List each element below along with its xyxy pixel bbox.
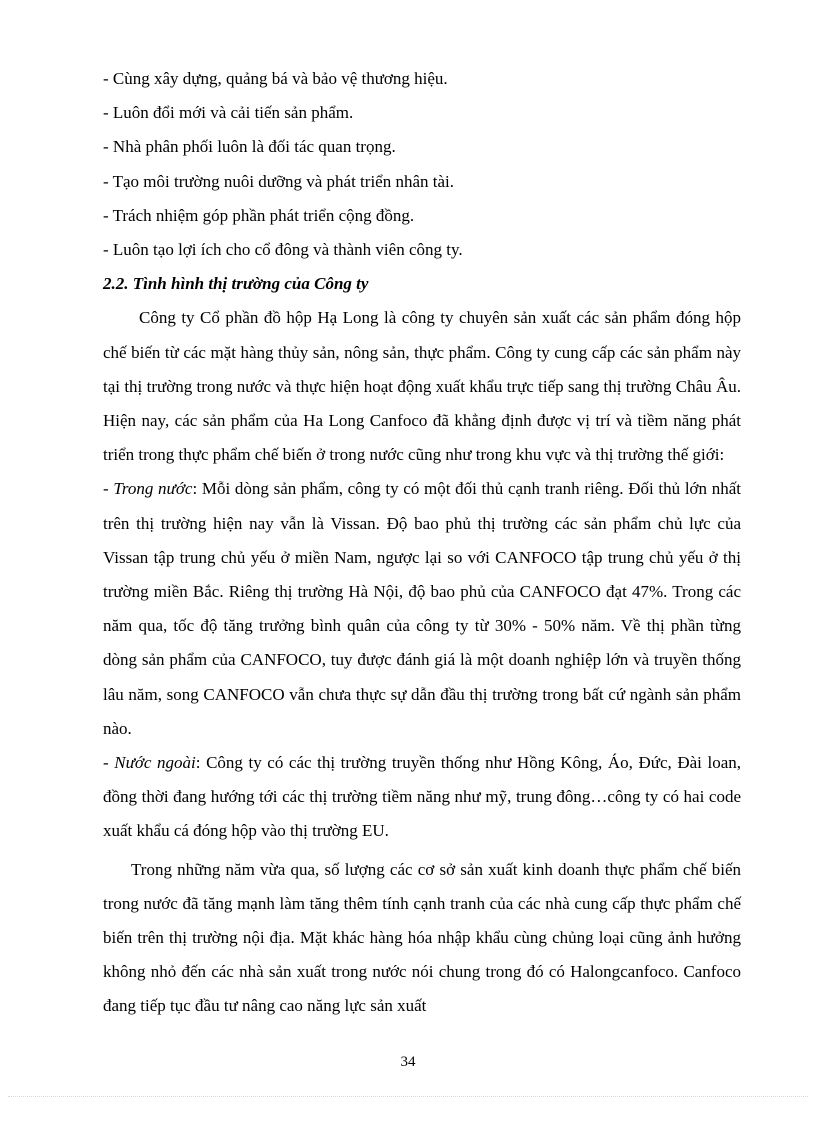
section-heading: 2.2. Tình hình thị trường của Công ty: [103, 274, 369, 294]
domestic-market-paragraph: [103, 472, 741, 746]
foreign-text: : Công ty có các thị trường truyền thống như Hồng Kông, Áo, Đức, Đài loan, đồng thời đang hướng tới các thị trường tiềm năng như mỹ, trung đông…công ty có hai code xuất khẩu cá đóng hộp vào thị trường EU.: [103, 752, 741, 841]
page-content: [103, 62, 741, 1024]
domestic-text: : Mỗi dòng sản phẩm, công ty có một đối thủ cạnh tranh riêng. Đối thủ lớn nhất trên thị trường hiện nay vẫn là Vissan. Độ bao phủ thị trường các sản phẩm chủ lực của Vissan tập trung chủ yếu ở miền Nam, ngược lại so với CANFOCO tập trung chủ yếu ở thị trường miền Bắc. Riêng thị trường Hà Nội, độ bao phủ của CANFOCO đạt 47%. Trong các năm qua, tốc độ tăng trưởng bình quân của công ty từ 30% - 50% năm. Về thị phần từng dòng sản phẩm của CANFOCO, tuy được đánh giá là một doanh nghiệp lớn và truyền thống lâu năm, song CANFOCO vẫn chưa thực sự dẫn đầu thị trường trong bất cứ ngành sản phẩm nào.: [103, 479, 741, 738]
bullet-item: - Cùng xây dựng, quảng bá và bảo vệ thương hiệu.: [103, 69, 448, 88]
bullet-item: - Trách nhiệm góp phần phát triển cộng đồng.: [103, 205, 415, 225]
bullet-item: - Tạo môi trường nuôi dưỡng và phát triển nhân tài.: [103, 171, 454, 191]
intro-paragraph: Công ty Cổ phần đồ hộp Hạ Long là công ty chuyên sản xuất các sản phẩm đóng hộp chế biến từ các mặt hàng thủy sản, nông sản, thực phẩm. Công ty cung cấp các sản phẩm này tại thị trường trong nước và thực hiện hoạt động xuất khẩu trực tiếp sang thị trường Châu Âu. Hiện nay, các sản phẩm của Ha Long Canfoco đã khẳng định được vị trí và tiềm năng phát triển trong thực phẩm chế biến ở trong nước cũng như trong khu vực và thị trường thế giới:: [103, 308, 741, 465]
foreign-market-paragraph: [103, 746, 741, 849]
page-bottom-rule: [8, 1096, 808, 1097]
bullet-item: - Luôn đổi mới và cải tiến sản phẩm.: [103, 103, 354, 123]
bullet-item: - Luôn tạo lợi ích cho cổ đông và thành viên công ty.: [103, 239, 463, 259]
foreign-dash: -: [103, 752, 115, 772]
domestic-dash: -: [103, 479, 114, 499]
bullet-item: - Nhà phân phối luôn là đối tác quan trọng.: [103, 137, 396, 157]
foreign-label: Nước ngoài: [114, 752, 196, 772]
domestic-label: Trong nước: [113, 479, 193, 499]
competition-paragraph: Trong những năm vừa qua, số lượng các cơ sở sản xuất kinh doanh thực phẩm chế biến trong nước đã tăng mạnh làm tăng thêm tính cạnh tranh của các nhà cung cấp thực phẩm chế biến trên thị trường nội địa. Mặt khác hàng hóa nhập khẩu cùng chủng loại cũng ảnh hưởng không nhỏ đến các nhà sản xuất trong nước nói chung trong đó có Halongcanfoco. Canfoco đang tiếp tục đầu tư nâng cao năng lực sản xuất: [103, 859, 741, 1016]
page-number: 34: [400, 1054, 416, 1070]
